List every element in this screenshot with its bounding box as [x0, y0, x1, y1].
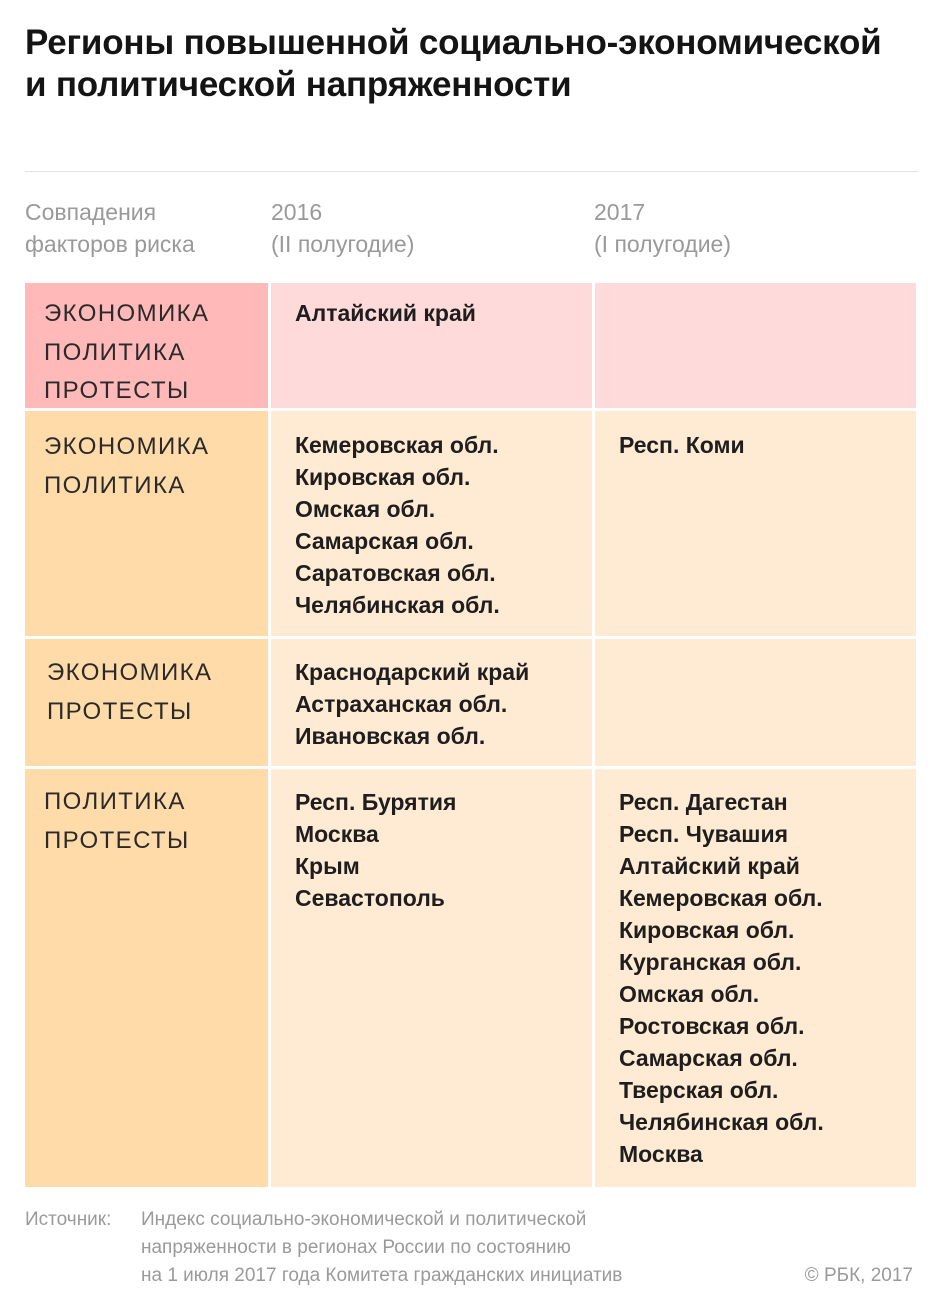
region-item: Ростовская обл. [619, 1013, 805, 1039]
header-2016 [271, 196, 414, 260]
source-line: напряженности в регионах России по состоянию [141, 1237, 571, 1258]
factor-label: ПРОТЕСТЫ [44, 377, 190, 404]
factor-label: ЭКОНОМИКА [44, 300, 210, 327]
row-3-regions-2016 [271, 639, 592, 766]
header-2016-year: 2016 [271, 199, 323, 225]
row-2-factors [25, 411, 268, 636]
row-3-regions-2017 [595, 639, 916, 766]
region-item: Алтайский край [295, 300, 476, 326]
factor-label: ПОЛИТИКА [44, 338, 186, 366]
row-2-regions-2017 [595, 411, 916, 636]
factor-label: ЭКОНОМИКА [44, 433, 210, 460]
region-item: Москва [295, 821, 379, 847]
factor-label: ПОЛИТИКА [44, 471, 186, 499]
header-factors-line-2: факторов риска [25, 231, 195, 257]
region-item: Омская обл. [295, 496, 436, 522]
region-item: Ивановская обл. [295, 723, 486, 749]
region-item: Саратовская обл. [295, 560, 496, 586]
region-item: Астраханская обл. [295, 691, 508, 717]
factor-label: ЭКОНОМИКА [47, 659, 213, 686]
header-2016-period: (II полугодие) [271, 231, 415, 257]
header-2017-period: (I полугодие) [594, 231, 731, 257]
factor-label: ПРОТЕСТЫ [44, 826, 190, 854]
region-item: Тверская обл. [619, 1077, 779, 1103]
region-item: Москва [619, 1141, 703, 1167]
region-item: Крым [295, 853, 360, 879]
header-2017 [594, 196, 731, 260]
source-line: на 1 июля 2017 года Комитета гражданских инициатив [141, 1265, 623, 1286]
region-item: Самарская обл. [619, 1045, 798, 1071]
header-factors [25, 196, 195, 260]
row-4-regions-2016 [271, 769, 592, 1187]
source-line: Индекс социально-экономической и политической [141, 1209, 587, 1230]
header-2017-year: 2017 [594, 199, 646, 225]
header-factors-line-1: Совпадения [25, 199, 157, 225]
row-4-factors [25, 769, 268, 1187]
title-divider [25, 171, 918, 172]
region-item: Краснодарский край [295, 659, 530, 685]
region-item: Омская обл. [619, 981, 760, 1007]
region-item: Севастополь [295, 885, 445, 911]
row-3-factors [25, 639, 268, 766]
copyright: © РБК, 2017 [804, 1265, 913, 1286]
row-2-regions-2016 [271, 411, 592, 636]
region-item: Челябинская обл. [619, 1109, 824, 1135]
region-item: Респ. Дагестан [619, 789, 788, 815]
region-item: Респ. Бурятия [295, 789, 457, 815]
row-1-regions-2017 [595, 283, 916, 408]
region-item: Курганская обл. [619, 949, 802, 975]
source-text [141, 1206, 761, 1290]
region-item: Челябинская обл. [295, 592, 500, 618]
source-label: Источник: [25, 1209, 112, 1230]
region-item: Алтайский край [619, 853, 800, 879]
page-title: Регионы повышенной социально-экономической и политической напряженности [25, 23, 882, 104]
region-item: Кировская обл. [619, 917, 795, 943]
region-item: Кемеровская обл. [619, 885, 823, 911]
region-item: Кировская обл. [295, 464, 471, 490]
region-item: Кемеровская обл. [295, 432, 499, 458]
factor-label: ПОЛИТИКА [44, 788, 186, 815]
region-item: Самарская обл. [295, 528, 474, 554]
region-item: Респ. Коми [619, 432, 745, 458]
row-1-regions-2016 [271, 283, 592, 408]
region-item: Респ. Чувашия [619, 821, 789, 847]
factor-label: ПРОТЕСТЫ [47, 697, 193, 725]
row-1-factors [25, 283, 268, 408]
row-4-regions-2017 [595, 769, 916, 1187]
